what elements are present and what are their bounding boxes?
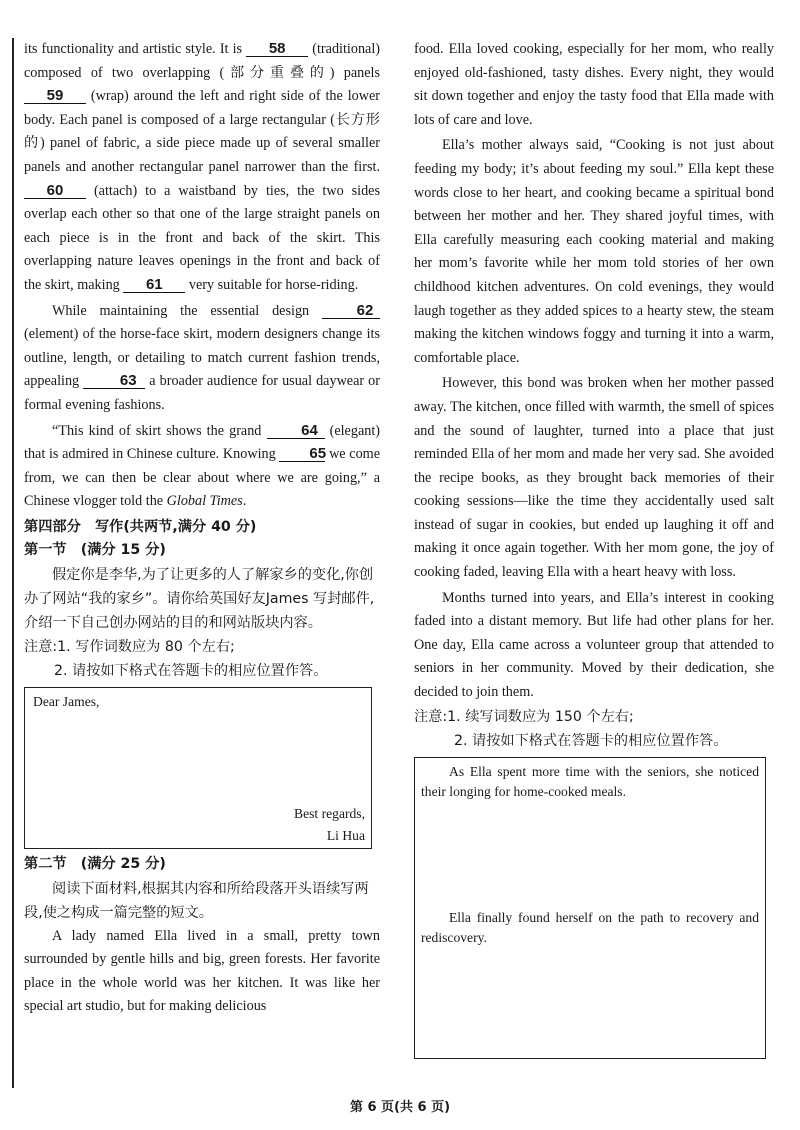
blank-60[interactable]: 60 [24,183,86,199]
continuation-answer-box[interactable] [414,757,766,1059]
passage-paragraph: While maintaining the essential design 62 (element) of the horse-face skirt, modern designers change its outline, length, or detailing to match current fashion trends, appealing 63 a broader audience for usual daywear or formal evening fashions. [24,301,381,413]
section1-prompt: 假定你是李华,为了让更多的人了解家乡的变化,你创办了网站“我的家乡”。请你给英国好友James 写封邮件,介绍一下自己创办网站的目的和网站版块内容。 [24,567,375,632]
note-word-count: 注意:1. 续写词数应为 150 个左右; [414,708,634,725]
note-format: 2. 请按如下格式在答题卡的相应位置作答。 [54,663,328,680]
story-paragraph: However, this bond was broken when her mother passed away. The kitchen, once filled with warmth, the smell of spices and the sound of laughter, turned into a place that just reminded Ella of her mom and made her very sad. She avoided the recipe books, as they brought back memories of their cooking sessions—like the time they accidentally used salt instead of sugar in cookies, but ended up laughing it off and making it once again together. With her mom gone, the joy of cooking faded, leaving Ella with a heart heavy with loss. [414,375,774,581]
left-margin-rule [12,38,14,1088]
blank-65[interactable]: 65 [279,446,325,462]
paragraph-opener-1: As Ella spent more time with the seniors, she noticed their longing for home-cooked meals. [421,763,759,799]
letter-signature: Li Hua [326,828,365,844]
part4-title: 第四部分 写作(共两节,满分 40 分) [24,518,257,535]
blank-64[interactable]: 64 [267,423,325,439]
note-word-count: 注意:1. 写作词数应为 80 个左右; [24,639,235,656]
blank-63[interactable]: 63 [83,373,145,389]
left-column [24,38,380,1019]
passage-paragraph: “This kind of skirt shows the grand 64 (elegant) that is admired in Chinese culture. Knowing 65 we come from, we can then be clear about where we are going,” a Chinese vlogger told the Global Times. [24,421,381,510]
right-column [414,38,774,1059]
blank-58[interactable]: 58 [246,41,308,57]
story-paragraph: Ella’s mother always said, “Cooking is not just about feeding my body; it’s about feeding my soul.” Ella kept these words close to her heart, and cooking became a spiritual bond between her mother and her. They shared joyful times, with Ella carefully measuring each cooking material and making her mom’s favorite while her mom told stories of her own childhood kitchen adventures. On cold evenings, they would laugh together as they added spices to a hearty stew, the steam making the kitchen windows foggy and turning it into a warm, comfortable place. [414,137,774,366]
blank-59[interactable]: 59 [24,88,86,104]
section1-title: 第一节 (满分 15 分) [24,542,166,559]
section2-title: 第二节 (满分 25 分) [24,856,166,873]
story-paragraph: food. Ella loved cooking, especially for her mom, who really enjoyed old-fashioned, tasty dishes. Every night, they would sit down together and enjoy the tasty food that Ella made with lots of care and love. [414,41,774,128]
section2-prompt: 阅读下面材料,根据其内容和所给段落开头语续写两段,使之构成一篇完整的短文。 [24,880,369,921]
passage-paragraph: its functionality and artistic style. It is 58 (traditional) composed of two overlapping (部分重叠的) panels 59 (wrap) around the left and right side of the lower body. Each panel is composed of a large rectangular (长方形的) panel of fabric, a side piece made up of several smaller panels and another rectangular panel narrower than the first. 60 (attach) to a waistband by ties, the two sides overlap each other so that one of the large straight panels on each piece is in the front and back of the skirt. This overlapping nature leaves openings in the front and back of the skirt, making 61 very suitable for horse-riding. [24,40,381,293]
letter-closing: Best regards, [294,806,365,822]
story-paragraph: Months turned into years, and Ella’s interest in cooking faded into a distant memory. But life had other plans for her. One day, Ella came across a volunteer group that attended to seniors in her community. Moved by their dedication, she decided to join them. [414,589,774,701]
page-footer: 第 6 页(共 6 页) [349,1100,451,1115]
letter-greeting: Dear James, [33,694,100,710]
letter-answer-box[interactable] [24,687,372,849]
blank-62[interactable]: 62 [322,303,380,319]
blank-61[interactable]: 61 [123,277,185,293]
paragraph-opener-2: Ella finally found herself on the path to recovery and rediscovery. [421,909,759,945]
note-format: 2. 请按如下格式在答题卡的相应位置作答。 [454,732,728,749]
story-paragraph: A lady named Ella lived in a small, pretty town surrounded by gentle hills and big, green forests. Her favorite place in the whole world was her kitchen. It was like her special art studio, but for making delicious [24,927,380,1015]
